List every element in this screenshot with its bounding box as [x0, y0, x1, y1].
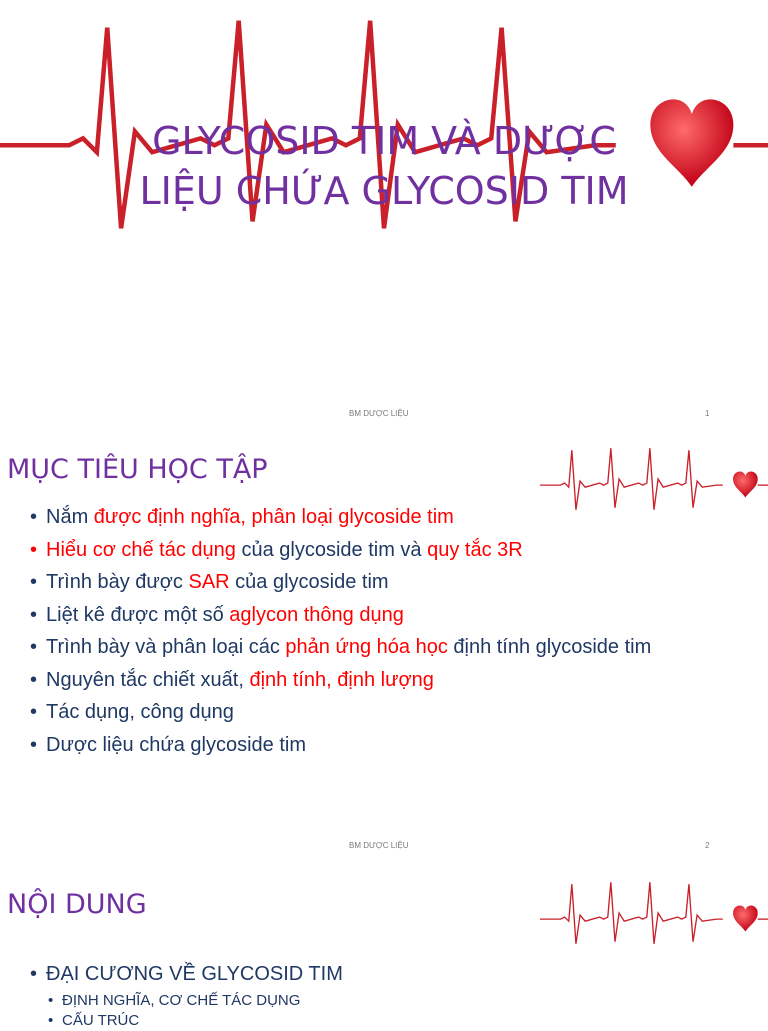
- list-item: • ĐỊNH NGHĨA, CƠ CHẾ TÁC DỤNG: [48, 991, 300, 1011]
- list-item: • Trình bày và phân loại các phản ứng hóa học định tính glycoside tim: [30, 635, 710, 659]
- section-heading: NỘI DUNG: [7, 889, 147, 920]
- list-item: • Liệt kê được một số aglycon thông dụng: [30, 603, 710, 627]
- heartbeat-line-icon: [540, 876, 768, 948]
- list-item: • Nguyên tắc chiết xuất, định tính, định lượng: [30, 668, 710, 692]
- list-item: • Tác dụng, công dụng: [30, 700, 710, 724]
- section-heading: MỤC TIÊU HỌC TẬP: [7, 454, 268, 485]
- heartbeat-line-icon: [540, 442, 768, 514]
- list-item: • CẤU TRÚC: [48, 1011, 300, 1031]
- objectives-list: [30, 505, 710, 765]
- slide-footer: BM DƯỢC LIỆU: [349, 841, 409, 850]
- title-line-1: GLYCOSID TIM VÀ DƯỢC: [152, 119, 616, 163]
- list-item: • ĐẠI CƯƠNG VỀ GLYCOSID TIM: [30, 962, 710, 986]
- list-item: • Hiểu cơ chế tác dụng của glycoside tim và quy tắc 3R: [30, 538, 710, 562]
- slide-title: [0, 116, 768, 216]
- list-item: • Trình bày được SAR của glycoside tim: [30, 570, 710, 594]
- content-list: [30, 962, 710, 995]
- content-sublist: [48, 991, 300, 1031]
- title-line-2: LIỆU CHỨA GLYCOSID TIM: [139, 169, 629, 213]
- slide-number: 1: [705, 409, 710, 418]
- slide-footer: BM DƯỢC LIỆU: [349, 409, 409, 418]
- list-item: • Nắm được định nghĩa, phân loại glycoside tim: [30, 505, 710, 529]
- list-item: • Dược liệu chứa glycoside tim: [30, 733, 710, 757]
- slide-number: 2: [705, 841, 710, 850]
